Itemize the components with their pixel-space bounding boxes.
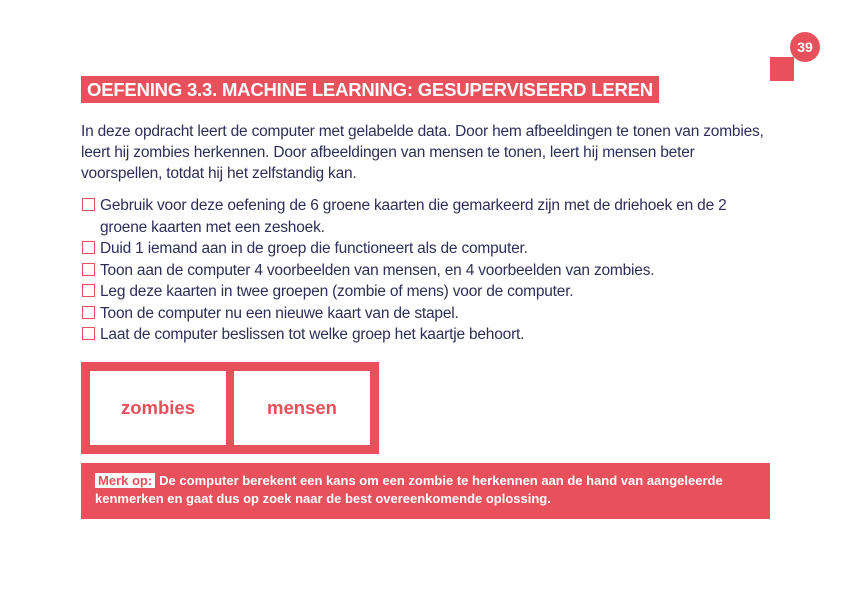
page-corner-square — [770, 57, 794, 81]
checklist-item — [81, 238, 771, 260]
checklist-item — [81, 303, 771, 325]
checkbox[interactable] — [82, 263, 95, 276]
checkbox[interactable] — [82, 198, 95, 211]
checklist-item-text: Gebruik voor deze oefening de 6 groene kaarten die gemarkeerd zijn met de driehoek en de 2 groene kaarten met een zeshoek. — [100, 197, 727, 236]
checklist-item-text: Toon de computer nu een nieuwe kaart van de stapel. — [100, 304, 459, 322]
checklist-item — [81, 195, 771, 238]
page-number-badge: 39 — [790, 32, 820, 62]
checklist-item — [81, 260, 771, 282]
zombies-card: zombies — [90, 371, 226, 445]
note-label: Merk op: — [95, 473, 155, 488]
group-cards-frame — [81, 362, 379, 454]
checklist-item-text: Laat de computer beslissen tot welke groep het kaartje behoort. — [100, 326, 525, 343]
checkbox[interactable] — [82, 284, 95, 297]
checkbox[interactable] — [82, 306, 95, 319]
checklist-item — [81, 281, 771, 303]
mensen-card: mensen — [234, 371, 370, 445]
checklist-item — [81, 324, 771, 346]
exercise-title: OEFENING 3.3. MACHINE LEARNING: GESUPERVISEERD LEREN — [81, 76, 659, 103]
checklist-item-text: Duid 1 iemand aan in de groep die functioneert als de computer. — [100, 240, 528, 257]
checklist-item-text: Toon aan de computer 4 voorbeelden van mensen, en 4 voorbeelden van zombies. — [100, 261, 655, 279]
instruction-checklist — [81, 195, 771, 346]
note-text: De computer berekent een kans om een zombie te herkennen aan de hand van aangeleerde kenmerken en gaat dus op zoek naar de best overeenkomende oplossing. — [95, 473, 723, 506]
checkbox[interactable] — [82, 241, 95, 254]
checklist-item-text: Leg deze kaarten in twee groepen (zombie of mens) voor de computer. — [100, 283, 574, 300]
checkbox[interactable] — [82, 327, 95, 340]
intro-paragraph: In deze opdracht leert de computer met gelabelde data. Door hem afbeeldingen te tonen van zombies, leert hij zombies herkennen. Door afbeeldingen van mensen te tonen, leert hij mensen beter voorspellen, totdat hij het zelfstandig kan. — [81, 123, 764, 182]
note-box — [81, 463, 770, 519]
